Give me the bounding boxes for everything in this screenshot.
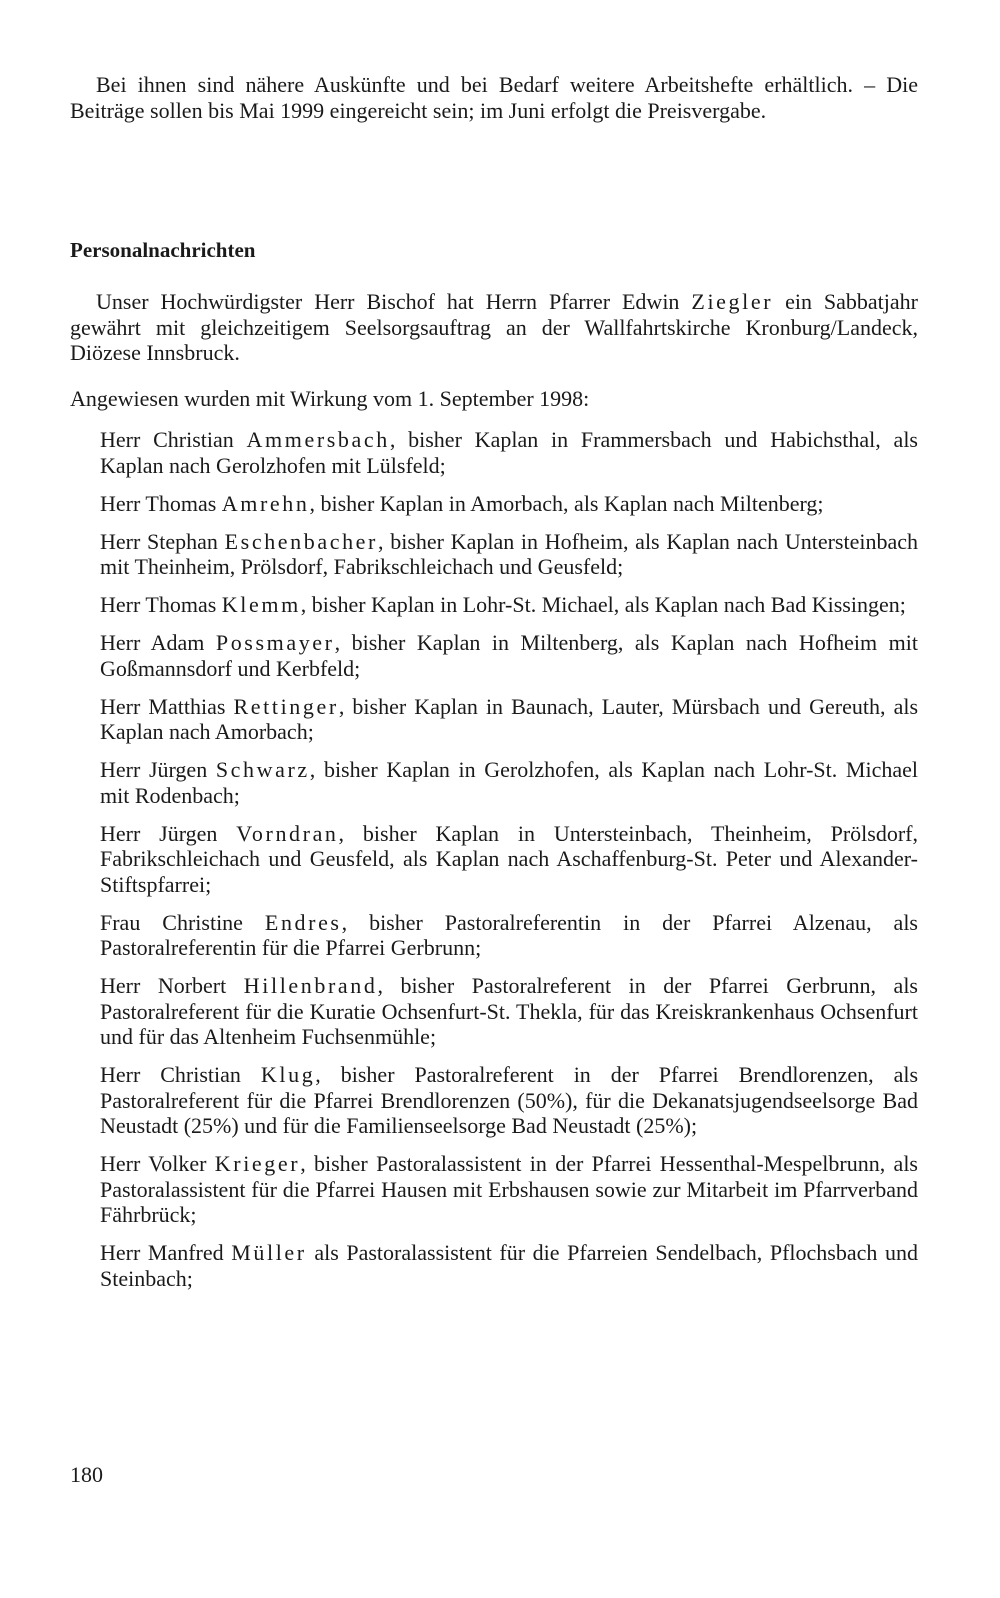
entry-prefix: Herr Jürgen [100,820,237,846]
entry-surname: Klug [260,1062,316,1087]
announcement-before: Unser Hochwürdigster Herr Bischof hat Herrn Pfarrer Edwin [96,289,692,314]
entry-surname: Müller [231,1240,307,1265]
entry-surname: Endres [264,909,342,935]
appointment-entry [100,1062,918,1139]
announcement-paragraph [70,289,918,366]
entry-text: , bisher Kaplan in Hofheim, als Kaplan nach Untersteinbach mit Theinheim, Prölsdorf, Fabrikschleichach und Geusfeld; [100,528,918,579]
appointment-entry [100,821,918,898]
effective-date-line: Angewiesen wurden mit Wirkung vom 1. September 1998: [70,386,590,411]
appointment-entry [100,491,918,517]
appointment-entry [100,427,918,478]
appointment-entry [100,973,918,1050]
entry-surname: Hillenbrand [243,973,378,998]
entry-surname: Vorndran [236,820,339,846]
entry-prefix: Herr Thomas [100,592,222,617]
entry-prefix: Herr Adam [100,630,216,655]
appointment-entry [100,630,918,681]
entry-prefix: Herr Christian [100,1062,261,1087]
entry-prefix: Herr Norbert [100,973,244,998]
entry-surname: Amrehn [221,490,310,516]
entry-text: , bisher Kaplan in Gerolzhofen, als Kaplan nach Lohr-St. Michael mit Rodenbach; [100,757,918,808]
appointment-entry [100,1240,918,1291]
entry-text: , bisher Pastoralassistent in der Pfarrei Hessenthal-Mespelbrunn, als Pastoralassistent für die Pfarrei Hausen mit Erbshausen sowie zur Mitarbeit im Pfarrverband Fährbrück; [100,1151,918,1227]
entry-prefix: Frau Christine [100,909,265,935]
entry-prefix: Herr Volker [100,1151,215,1176]
section-heading: Personalnachrichten [70,238,256,262]
entry-surname: Rettinger [233,693,339,719]
page-number: 180 [70,1462,103,1487]
entry-text: als Pastoralassistent für die Pfarreien Sendelbach, Pflochsbach und Steinbach; [100,1240,918,1291]
appointment-entry [100,1151,918,1228]
announcement-after: ein Sabbatjahr gewährt mit gleichzeitigem Seelsorgsauftrag an der Wallfahrtskirche Kronburg/Landeck, Diözese Innsbruck. [70,289,919,365]
entry-surname: Klemm [221,592,301,617]
appointment-entry [100,910,918,961]
intro-paragraph: Bei ihnen sind nähere Auskünfte und bei Bedarf weitere Arbeitshefte erhältlich. – Die Beiträge sollen bis Mai 1999 eingereicht sein; im Juni erfolgt die Preisvergabe. [70,72,918,123]
entry-prefix: Herr Stephan [100,528,225,554]
entry-text: , bisher Kaplan in Untersteinbach, Theinheim, Prölsdorf, Fabrikschleichach und Geusfeld, als Kaplan nach Aschaffenburg-St. Peter und Alexander-Stiftspfarrei; [100,820,919,897]
appointment-entry [100,694,918,745]
entry-prefix: Herr Matthias [100,693,234,719]
appointment-entry [100,592,918,618]
entry-text: , bisher Kaplan in Frammersbach und Habichsthal, als Kaplan nach Gerolzhofen mit Lülsfeld; [100,427,918,478]
entry-prefix: Herr Jürgen [100,757,216,782]
entry-surname: Eschenbacher [224,528,378,554]
entry-text: , bisher Kaplan in Lohr-St. Michael, als Kaplan nach Bad Kissingen; [300,592,906,617]
appointment-list [100,427,918,1304]
entry-text: , bisher Pastoralreferentin in der Pfarrei Alzenau, als Pastoralreferentin für die Pfarrei Gerbrunn; [100,909,918,960]
appointment-entry [100,757,918,808]
entry-prefix: Herr Thomas [100,490,222,516]
appointment-entry [100,529,918,580]
entry-text: , bisher Pastoralreferent in der Pfarrei Gerbrunn, als Pastoralreferent für die Kuratie Ochsenfurt-St. Thekla, für das Kreiskrankenhaus Ochsenfurt und für das Altenheim Fuchsenmühle; [100,973,918,1049]
entry-text: , bisher Kaplan in Baunach, Lauter, Mürsbach und Gereuth, als Kaplan nach Amorbach; [100,693,919,744]
announcement-name: Ziegler [691,289,774,314]
entry-prefix: Herr Christian [100,427,247,452]
entry-text: , bisher Kaplan in Miltenberg, als Kaplan nach Hofheim mit Goßmannsdorf und Kerbfeld; [100,630,918,681]
entry-prefix: Herr Manfred [100,1240,232,1265]
entry-surname: Krieger [214,1151,301,1176]
entry-surname: Ammersbach [246,427,390,452]
entry-surname: Possmayer [215,630,335,655]
entry-text: , bisher Pastoralreferent in der Pfarrei Brendlorenzen, als Pastoralreferent für die Pfarrei Brendlorenzen (50%), für die Dekanatsjugendseelsorge Bad Neustadt (25%) und für die Familienseelsorge Bad Neustadt (25%); [100,1062,919,1138]
entry-text: , bisher Kaplan in Amorbach, als Kaplan nach Miltenberg; [309,490,824,516]
entry-surname: Schwarz [215,757,310,782]
